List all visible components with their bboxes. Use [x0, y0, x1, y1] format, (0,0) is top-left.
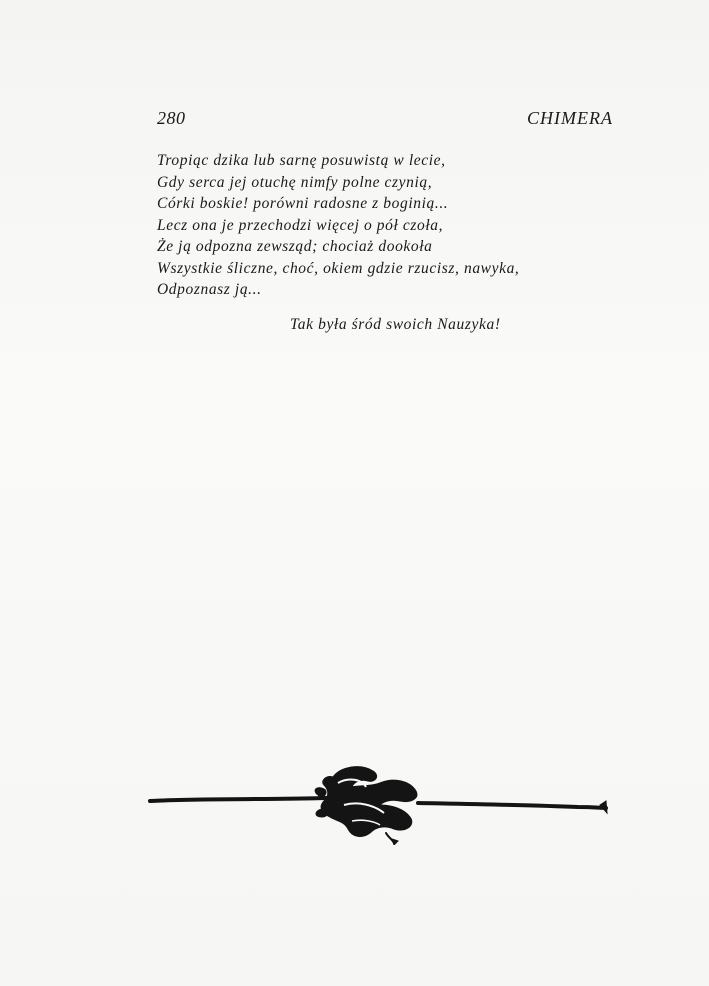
poem-line: Lecz ona je przechodzi więcej o pół czoła, [157, 216, 444, 234]
poem-line: Gdy serca jej otuchę nimfy polne czynią, [157, 173, 433, 191]
page-number: 280 [157, 108, 186, 128]
poem-stanza [157, 150, 617, 301]
poem-line: Że ją odpozna zewsząd; chociaż dookoła [157, 238, 433, 255]
poem-closing-line: Tak była śród swoich Nauzyka! [290, 316, 501, 333]
running-title: CHIMERA [527, 108, 613, 128]
page-header [157, 108, 613, 132]
poem-line: Tropiąc dzika lub sarnę posuwistą w lecie, [157, 152, 446, 169]
poem-line: Odpoznasz ją... [157, 281, 262, 298]
poem-line: Wszystkie śliczne, choć, okiem gdzie rzucisz, nawyka, [157, 259, 520, 277]
poem-line: Córki boskie! porówni radosne z boginią... [157, 195, 449, 212]
vine-leaf-ornament-icon [148, 765, 613, 845]
